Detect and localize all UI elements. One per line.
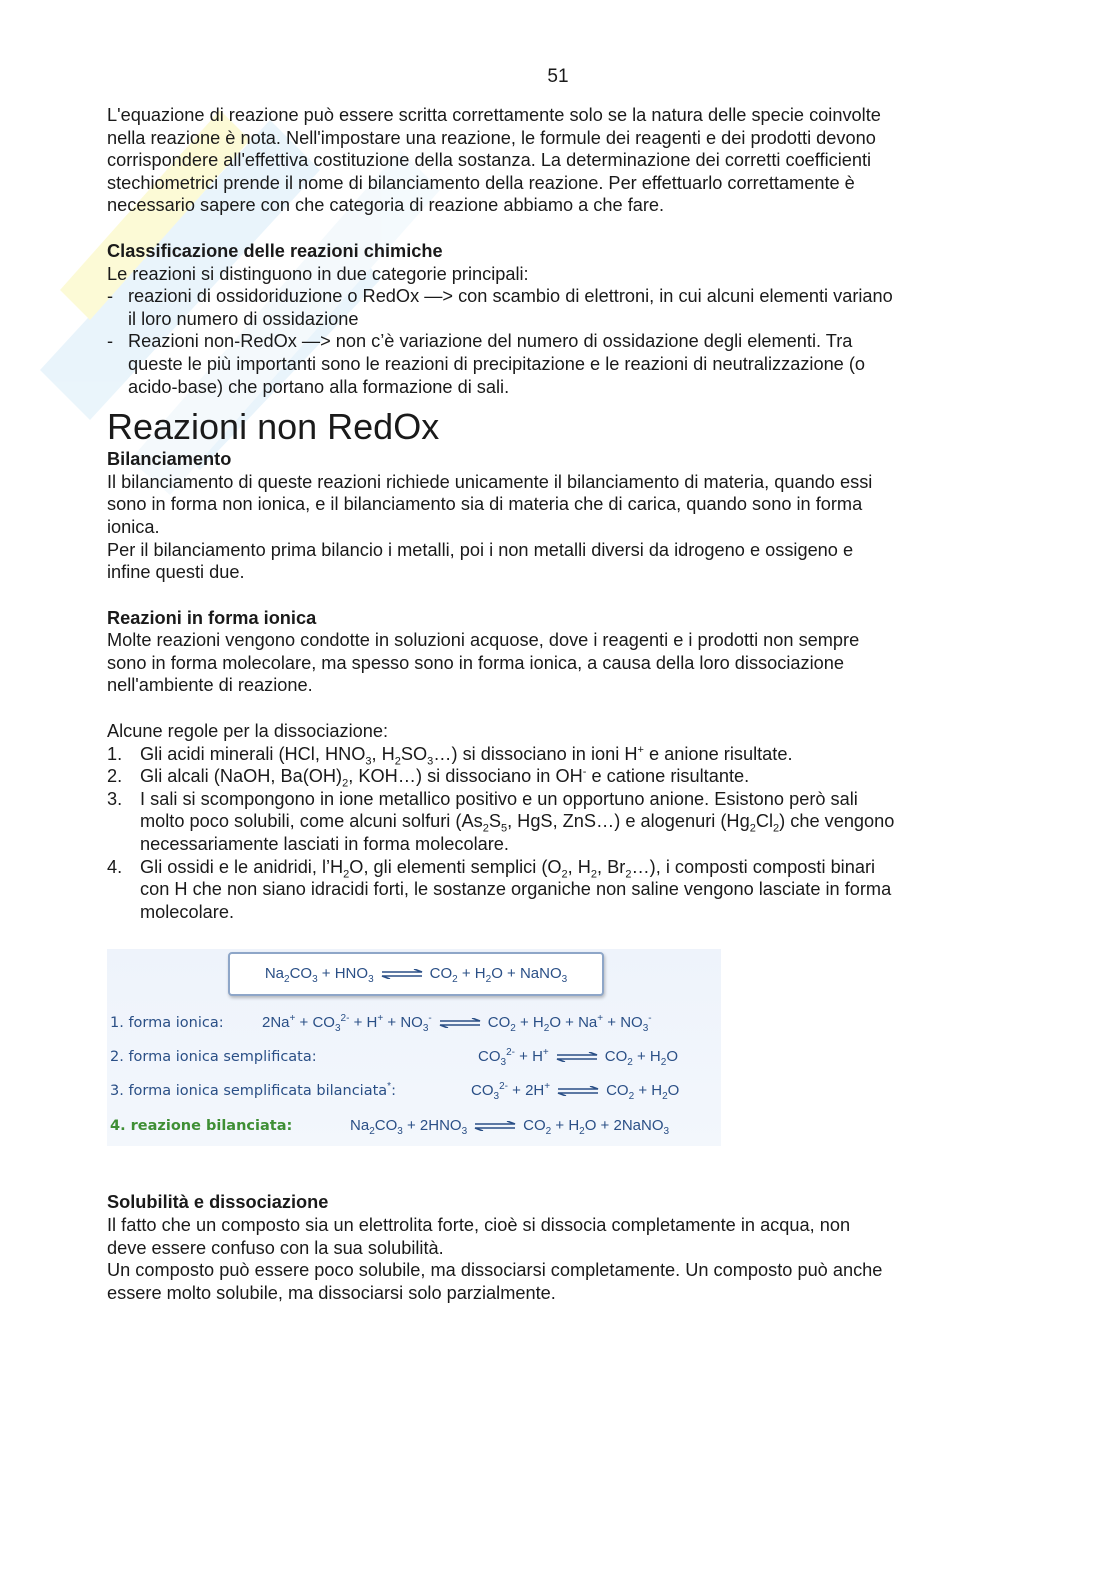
list-item: - Reazioni non-RedOx —> non c’è variazione del numero di ossidazione degli elementi. Tra queste le più importanti sono le reazioni di precipitazione e le reazioni di neutralizzazione (o acido-base) che portano alla formazione di sali. <box>107 331 866 397</box>
balancing-heading: Bilanciamento <box>107 449 232 470</box>
ionic-paragraph: Molte reazioni vengono condotte in soluzioni acquose, dove i reagenti e i prodotti non sempre sono in forma molecolare, ma spesso sono in forma ionica, a causa della loro dissociazione nell'ambiente di reazione. <box>107 630 860 696</box>
solubility-heading: Solubilità e dissociazione <box>107 1192 329 1213</box>
ionic-heading: Reazioni in forma ionica <box>107 607 317 628</box>
equilibrium-arrow-icon <box>473 1121 517 1131</box>
list-item: 4. Gli ossidi e le anidridi, $l’H_2O$, gli elementi semplici ($O_2$, $H_2$, $Br_2\dots$), i composti composti binari con H che non siano idracidi forti, le sostanze organiche non saline vengono lasciate in forma molecolare. <box>107 856 892 922</box>
section-title: Reazioni non RedOx <box>107 406 440 448</box>
classification-heading: Classificazione delle reazioni chimiche <box>107 240 443 261</box>
reaction-figure <box>107 949 721 1146</box>
list-item: 3. I sali si scompongono in ione metallico positivo e un opportuno anione. Esistono però sali molto poco solubili, come alcuni solfuri ($As_2S_5$, HgS, ZnS…) e alogenuri $(Hg_2Cl_2)$ che vengono necessariamente lasciati in forma molecolare. <box>107 788 895 855</box>
page-number: 51 <box>547 66 569 87</box>
intro-paragraph: L'equazione di reazione può essere scritta correttamente solo se la natura delle specie coinvolte nella reazione è nota. Nell'impostare una reazione, le formule dei reagenti e dei prodotti devono corrispondere all'effettiva costituzione della sostanza. La determinazione dei corretti coefficienti stechiometrici prende il nome di bilanciamento della reazione. Per effettuarlo correttamente è necessario sapere con che categoria di reazione abbiamo a che fare. <box>107 105 881 216</box>
figure-row-balanced: 4. reazione bilanciata: $Na_2CO_3 + 2HNO_3$ $CO_2 + H_2O$ + 2NaNO$_3$ <box>110 1117 670 1138</box>
classification-list <box>107 285 1007 398</box>
rules-lead: Alcune regole per la dissociazione: <box>107 721 389 742</box>
reaction-equation-box: $Na_2CO_3 + HNO_3$ $CO_2 + H_2O$ + NaNO$_3$ <box>228 952 604 996</box>
figure-row-simplified: 2. forma ionica semplificata: $CO_3^{2-} + H^+$ $CO_2 + H_2O$ <box>110 1047 678 1069</box>
equilibrium-arrow-icon <box>556 1086 600 1096</box>
figure-row-simplified-balanced: 3. forma ionica semplificata bilanciata*: $CO_3^{2-} + 2H^+$ $CO_2 + H_2O$ <box>110 1081 680 1103</box>
page-content <box>107 104 1007 1304</box>
list-item: 2. Gli alcali (NaOH, $Ba(OH)_2$, KOH…) si dissociano in OH- e catione risultante. <box>107 766 750 790</box>
solubility-paragraph: Il fatto che un composto sia un elettrolita forte, cioè si dissocia completamente in acqua, non deve essere confuso con la sua solubilità. Un composto può essere poco solubile, ma dissociarsi completamente. Un composto può anche essere molto solubile, ma dissociarsi solo parzialmente. <box>107 1215 883 1303</box>
equilibrium-arrow-icon <box>438 1018 482 1028</box>
dissociation-rules <box>107 743 1007 924</box>
figure-row-ionic: 1. forma ionica: $2Na^+ + CO_3^{2-} + H^+ + NO_3^-$ $CO_2 + H_2O + Na^+ + NO_3^-$ <box>110 1013 652 1035</box>
equilibrium-arrow-icon <box>555 1052 599 1062</box>
list-item: 1. Gli acidi minerali (HCl, $HNO_3$, $H_2SO_3\dots$) si dissociano in ioni H+ e anione risultate. <box>107 743 793 768</box>
list-item: - reazioni di ossidoriduzione o RedOx —> con scambio di elettroni, in cui alcuni elementi variano il loro numero di ossidazione <box>107 286 893 329</box>
balancing-paragraph: Il bilanciamento di queste reazioni richiede unicamente il bilanciamento di materia, quando essi sono in forma non ionica, e il bilanciamento sia di materia che di carica, quando sono in forma ionica. Per il bilanciamento prima bilancio i metalli, poi i non metalli diversi da idrogeno e ossigeno e infine questi due. <box>107 471 873 583</box>
classification-lead: Le reazioni si distinguono in due categorie principali: <box>107 263 529 284</box>
equilibrium-arrow-icon <box>380 969 424 979</box>
